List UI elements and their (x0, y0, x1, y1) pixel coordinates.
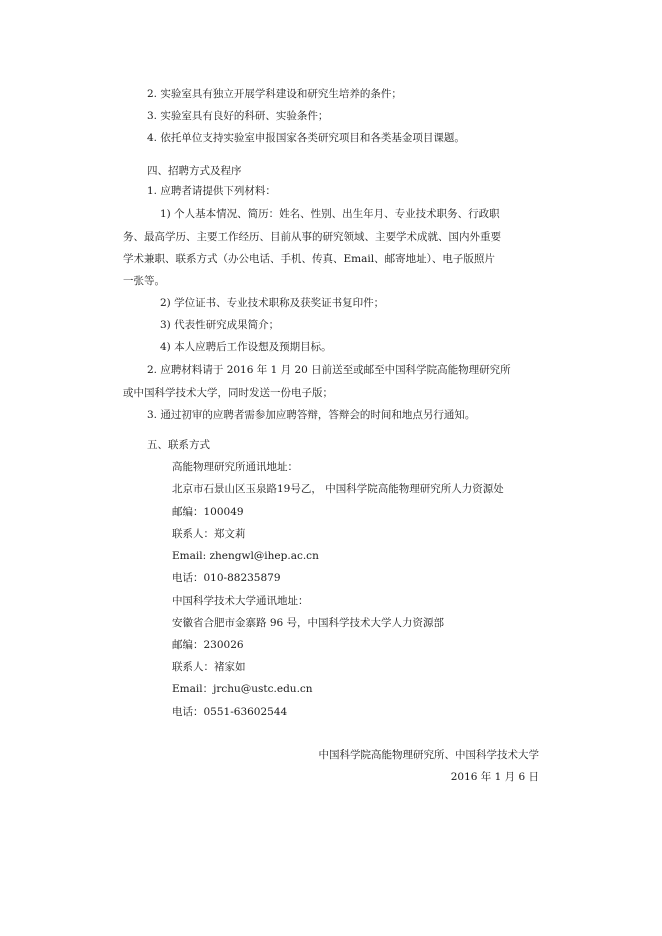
requirement-item-2: 2. 实验室具有独立开展学科建设和研究生培养的条件； (147, 88, 402, 100)
ustc-email: Email：jrchu@ustc.edu.cn (172, 683, 313, 695)
recruitment-step-2-line-1: 2. 应聘材料请于 2016 年 1 月 20 日前送至或邮至中国科学院高能物理研究所 (147, 364, 511, 376)
material-2: 2) 学位证书、专业技术职称及获奖证书复印件； (160, 297, 385, 309)
contact-heading: 五、联系方式 (147, 439, 210, 451)
ihep-contact-person: 联系人：郑文莉 (172, 528, 246, 540)
material-1-line-4: 一张等。 (123, 275, 165, 287)
ihep-phone: 电话：010-88235879 (172, 572, 281, 584)
material-4: 4) 本人应聘后工作设想及预期目标。 (160, 341, 332, 353)
material-1-line-3: 学术兼职、联系方式（办公电话、手机、传真、Email、邮寄地址）、电子版照片 (123, 253, 495, 265)
ustc-address: 安徽省合肥市金寨路 96 号，中国科学技术大学人力资源部 (172, 617, 445, 629)
ihep-address: 北京市石景山区玉泉路19号乙， 中国科学院高能物理研究所人力资源处 (172, 483, 504, 495)
signature-organizations: 中国科学院高能物理研究所、中国科学技术大学 (318, 749, 539, 761)
ihep-postcode: 邮编：100049 (172, 506, 244, 518)
requirement-item-4: 4. 依托单位支持实验室申报国家各类研究项目和各类基金项目课题。 (147, 132, 465, 144)
ustc-phone: 电话：0551-63602544 (172, 706, 288, 718)
signature-date: 2016 年 1 月 6 日 (450, 771, 539, 783)
recruitment-step-2-line-2: 或中国科学技术大学，同时发送一份电子版； (123, 387, 333, 399)
ustc-address-title: 中国科学技术大学通讯地址： (172, 595, 309, 607)
requirement-item-3: 3. 实验室具有良好的科研、实验条件； (147, 110, 329, 122)
material-1-line-2: 务、最高学历、主要工作经历、目前从事的研究领域、主要学术成就、国内外重要 (123, 231, 501, 243)
ustc-contact-person: 联系人：褚家如 (172, 661, 246, 673)
ihep-email: Email: zhengwl@ihep.ac.cn (172, 550, 319, 562)
recruitment-step-3: 3. 通过初审的应聘者需参加应聘答辩，答辩会的时间和地点另行通知。 (147, 409, 476, 421)
material-1-line-1: 1) 个人基本情况、简历：姓名、性别、出生年月、专业技术职务、行政职 (160, 208, 500, 220)
ihep-address-title: 高能物理研究所通讯地址： (172, 461, 298, 473)
material-3: 3) 代表性研究成果简介； (160, 319, 280, 331)
recruitment-heading: 四、招聘方式及程序 (147, 165, 242, 177)
ustc-postcode: 邮编：230026 (172, 639, 244, 651)
recruitment-step-1: 1. 应聘者请提供下列材料： (147, 185, 276, 197)
